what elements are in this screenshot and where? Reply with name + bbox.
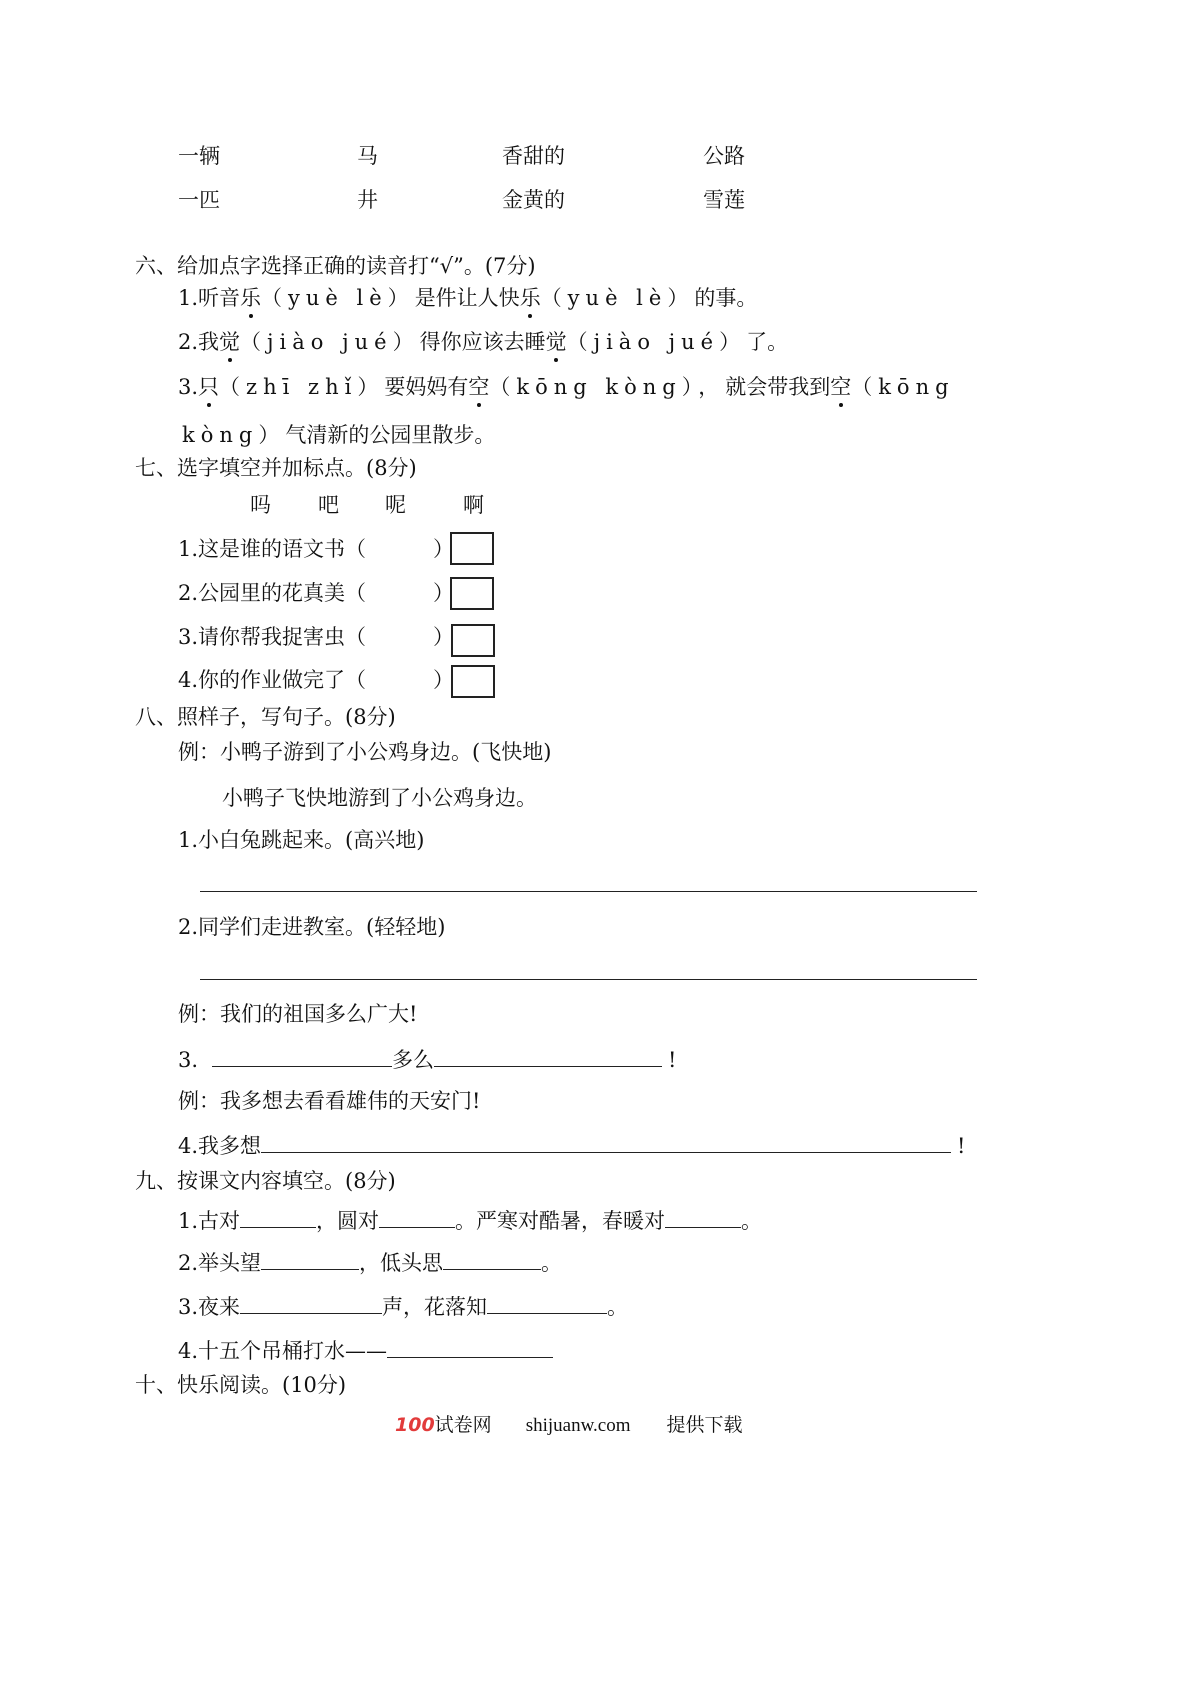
section-10-title: 十、快乐阅读。(10分) (135, 1373, 347, 1397)
example-1-answer: 小鸭子飞快地游到了小公鸡身边。 (222, 786, 537, 810)
sec9-q4 (178, 1335, 553, 1365)
pinyin-options[interactable]: （zhī zhǐ） (219, 375, 385, 399)
blank-line[interactable] (665, 1205, 741, 1228)
blank-line[interactable] (387, 1335, 553, 1358)
pinyin-options[interactable]: （kōng kòng）， (489, 375, 726, 399)
text: 气清新的公园里散步。 (285, 423, 496, 447)
text: 。 (741, 1209, 763, 1233)
blank-line[interactable] (379, 1205, 455, 1228)
dotted-char: 空 (830, 375, 852, 399)
q-num: 2. (178, 330, 199, 354)
pinyin-options[interactable]: （kōng (851, 375, 955, 399)
blank-line[interactable] (240, 1205, 316, 1228)
sec7-item-3-close: ） (433, 625, 454, 649)
text: 3.夜来 (178, 1295, 241, 1319)
site-url[interactable]: shijuanw.com (525, 1415, 631, 1436)
blank-line[interactable] (443, 1247, 541, 1270)
sec6-q2 (178, 328, 788, 356)
pinyin-options[interactable]: （jiào jué） (240, 330, 420, 354)
example-3: 例：我多想去看看雄伟的天安门! (178, 1089, 481, 1113)
sec6-q3 (178, 373, 955, 401)
sec7-item-4-close: ） (433, 668, 454, 692)
match-noun-1: 马 (357, 144, 378, 168)
text: 得你应该去睡 (419, 330, 546, 354)
dotted-char: 空 (468, 375, 490, 399)
match-left-1: 一辆 (178, 144, 220, 168)
punctuation-box[interactable] (450, 532, 494, 565)
choice-1: 吗 (250, 493, 271, 517)
pinyin-options[interactable]: （yuè lè） (261, 286, 415, 310)
text: 要妈妈有 (384, 375, 469, 399)
sec8-q2: 2.同学们走进教室。(轻轻地) (178, 915, 446, 939)
choice-3: 呢 (385, 493, 406, 517)
pinyin-options[interactable]: （yuè lè） (540, 286, 695, 310)
example-1: 例：小鸭子游到了小公鸡身边。(飞快地) (178, 740, 552, 764)
dotted-char: 觉 (219, 330, 241, 354)
punctuation-box[interactable] (451, 665, 495, 698)
answer-line[interactable] (200, 979, 977, 980)
sec7-item-2: 2.公园里的花真美（ (178, 581, 367, 605)
text: ，圆对 (316, 1209, 380, 1233)
sec7-item-3: 3.请你帮我捉害虫（ (178, 625, 367, 649)
section-7-title: 七、选字填空并加标点。(8分) (135, 456, 417, 480)
sec7-item-1: 1.这是谁的语文书（ (178, 537, 367, 561)
dotted-char: 觉 (545, 330, 567, 354)
sec7-item-1-close: ） (433, 537, 454, 561)
q-num: 3. (178, 1048, 199, 1072)
sec7-item-2-close: ） (433, 581, 454, 605)
section-8-title: 八、照样子，写句子。(8分) (135, 705, 396, 729)
sec6-q3-line2 (182, 421, 495, 449)
text: 声，花落知 (382, 1295, 488, 1319)
blank-line[interactable] (434, 1044, 662, 1067)
text: 。 (541, 1251, 563, 1275)
text: ! (668, 1048, 677, 1072)
text: 。严寒对酷暑，春暖对 (455, 1209, 666, 1233)
match-adj-1: 香甜的 (502, 144, 565, 168)
sec9-q3 (178, 1291, 628, 1321)
dotted-char: 乐 (519, 286, 541, 310)
blank-line[interactable] (261, 1247, 359, 1270)
match-left-2: 一匹 (178, 188, 220, 212)
text: 。 (607, 1295, 629, 1319)
text: ，低头思 (359, 1251, 444, 1275)
sec9-q2 (178, 1247, 562, 1277)
footer (395, 1411, 743, 1440)
site-name: 试卷网 (434, 1414, 492, 1436)
blank-line[interactable] (212, 1044, 392, 1067)
pinyin-options[interactable]: （jiào jué） (566, 330, 747, 354)
choice-2: 吧 (318, 493, 339, 517)
section-6-title: 六、给加点字选择正确的读音打“√”。(7分) (135, 254, 536, 278)
blank-line[interactable] (240, 1291, 382, 1314)
example-2: 例：我们的祖国多么广大! (178, 1002, 418, 1026)
pinyin-options[interactable]: kòng） (182, 423, 286, 447)
text: 2.举头望 (178, 1251, 262, 1275)
text: 4.我多想 (178, 1134, 262, 1158)
text: ! (957, 1134, 966, 1158)
dotted-char: 乐 (240, 286, 262, 310)
sec8-q1: 1.小白兔跳起来。(高兴地) (178, 828, 425, 852)
match-adj-2: 金黄的 (502, 188, 565, 212)
text: 听音 (198, 286, 241, 310)
dotted-char: 只 (198, 375, 220, 399)
text: 了。 (746, 330, 789, 354)
download-note: 提供下载 (666, 1414, 743, 1436)
text: 多么 (392, 1048, 435, 1072)
section-9-title: 九、按课文内容填空。(8分) (135, 1169, 396, 1193)
match-noun2-1: 公路 (703, 144, 745, 168)
q-num: 3. (178, 375, 199, 399)
q-num: 1. (178, 286, 199, 310)
choice-4: 啊 (463, 493, 484, 517)
sec8-q4 (178, 1130, 966, 1160)
text: 1.古对 (178, 1209, 241, 1233)
answer-line[interactable] (200, 891, 977, 892)
sec8-q3 (178, 1044, 677, 1074)
text: 4.十五个吊桶打水—— (178, 1339, 388, 1363)
sec7-item-4: 4.你的作业做完了（ (178, 668, 367, 692)
text: 就会带我到 (725, 375, 831, 399)
sec6-q1 (178, 284, 757, 312)
blank-line[interactable] (487, 1291, 607, 1314)
text: 的事。 (694, 286, 758, 310)
punctuation-box[interactable] (450, 577, 494, 610)
site-logo: 100 (395, 1414, 435, 1436)
punctuation-box[interactable] (451, 624, 495, 657)
blank-line[interactable] (261, 1130, 951, 1153)
sec9-q1 (178, 1205, 762, 1235)
text: 是件让人快 (414, 286, 520, 310)
text: 我 (198, 330, 220, 354)
match-noun2-2: 雪莲 (703, 188, 745, 212)
match-noun-2: 井 (357, 188, 378, 212)
